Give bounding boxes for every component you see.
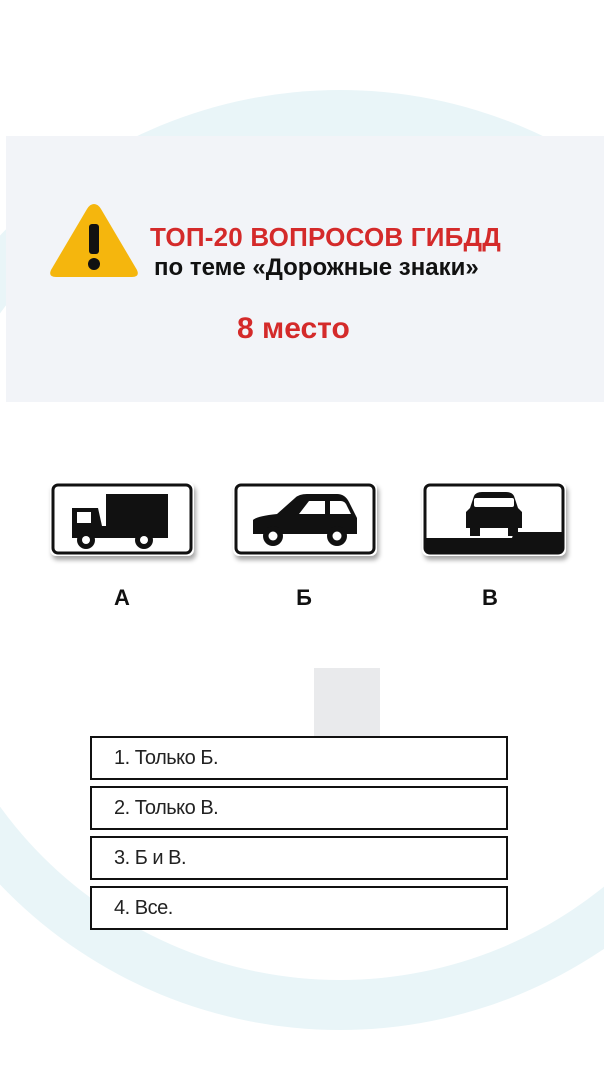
sign-label-v: В <box>482 585 498 610</box>
sign-label-a: А <box>114 585 130 610</box>
page-subtitle: по теме «Дорожные знаки» <box>154 254 479 281</box>
car-icon <box>233 482 377 556</box>
answer-option-3[interactable]: 3. Б и В. <box>90 836 508 880</box>
rank-label: 8 место <box>237 312 350 345</box>
answer-option-1[interactable]: 1. Только Б. <box>90 736 508 780</box>
warning-icon <box>48 200 140 280</box>
sign-label-b: Б <box>296 585 312 610</box>
answer-option-2[interactable]: 2. Только В. <box>90 786 508 830</box>
car-on-sidewalk-icon <box>422 482 566 556</box>
sign-a <box>50 482 194 556</box>
truck-icon <box>50 482 194 556</box>
sign-b <box>233 482 377 556</box>
sign-v <box>422 482 566 556</box>
answer-option-4[interactable]: 4. Все. <box>90 886 508 930</box>
background-sign-pole <box>314 668 380 738</box>
page-title: ТОП-20 ВОПРОСОВ ГИБДД <box>150 222 501 252</box>
